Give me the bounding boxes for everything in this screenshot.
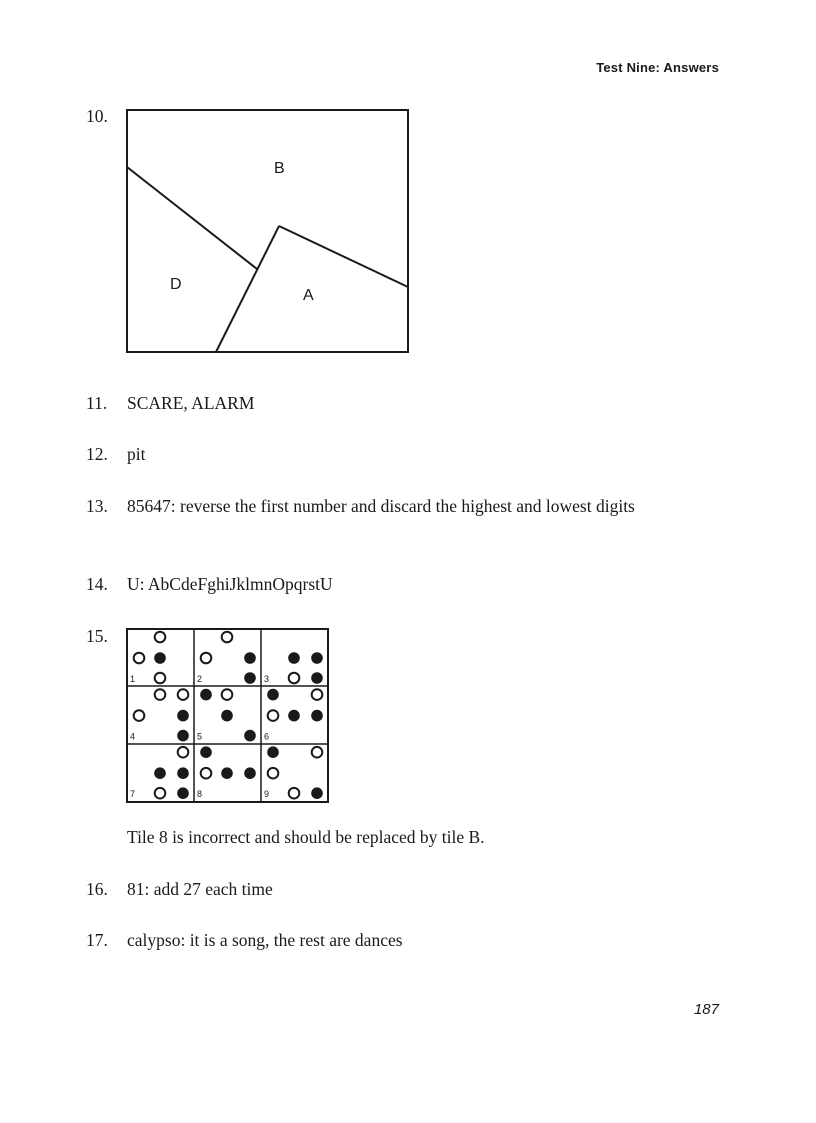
hollow-circle-icon	[155, 788, 166, 799]
question-13-number: 13.	[86, 496, 108, 516]
hollow-circle-icon	[155, 673, 166, 684]
question-10-figure	[126, 109, 410, 354]
tile-number-label: 8	[197, 789, 203, 800]
hollow-circle-icon	[268, 710, 279, 721]
filled-circle-icon	[155, 653, 166, 664]
filled-circle-icon	[155, 768, 166, 779]
filled-circle-icon	[245, 673, 256, 684]
question-15-note: Tile 8 is incorrect and should be replaced by tile B.	[127, 827, 485, 847]
filled-circle-icon	[245, 653, 256, 664]
hollow-circle-icon	[222, 689, 233, 700]
tile-number-label: 1	[130, 674, 136, 684]
figure-border	[127, 110, 408, 352]
filled-circle-icon	[222, 768, 233, 779]
tile-number-label: 7	[130, 789, 136, 800]
hollow-circle-icon	[178, 747, 189, 758]
question-12-number: 12.	[86, 444, 108, 464]
filled-circle-icon	[201, 689, 212, 700]
hollow-circle-icon	[312, 747, 323, 758]
hollow-circle-icon	[201, 653, 212, 664]
tile-number-label: 9	[264, 789, 270, 800]
question-17-number: 17.	[86, 930, 108, 950]
question-15-number: 15.	[86, 626, 108, 646]
filled-circle-icon	[245, 730, 256, 741]
tile-number-label: 5	[197, 731, 203, 742]
filled-circle-icon	[178, 730, 189, 741]
filled-circle-icon	[245, 768, 256, 779]
page-header-title: Test Nine: Answers	[596, 60, 719, 75]
region-label-b: B	[274, 160, 285, 177]
hollow-circle-icon	[201, 768, 212, 779]
hollow-circle-icon	[312, 689, 323, 700]
filled-circle-icon	[289, 653, 300, 664]
region-label-a: A	[303, 287, 314, 304]
hollow-circle-icon	[155, 632, 166, 643]
filled-circle-icon	[312, 788, 323, 799]
page-number: 187	[693, 1001, 719, 1018]
filled-circle-icon	[268, 689, 279, 700]
question-13-answer: 85647: reverse the first number and discard the highest and lowest digits	[127, 496, 635, 516]
hollow-circle-icon	[268, 768, 279, 779]
tile-number-label: 6	[264, 731, 270, 742]
hollow-circle-icon	[155, 689, 166, 700]
tile-number-label: 3	[264, 674, 270, 684]
question-15-tile-grid	[126, 628, 331, 804]
filled-circle-icon	[201, 747, 212, 758]
filled-circle-icon	[312, 673, 323, 684]
filled-circle-icon	[178, 768, 189, 779]
hollow-circle-icon	[134, 710, 145, 721]
region-label-d: D	[170, 276, 182, 293]
hollow-circle-icon	[178, 689, 189, 700]
filled-circle-icon	[312, 710, 323, 721]
question-14-number: 14.	[86, 574, 108, 594]
filled-circle-icon	[178, 788, 189, 799]
filled-circle-icon	[178, 710, 189, 721]
filled-circle-icon	[222, 710, 233, 721]
hollow-circle-icon	[222, 632, 233, 643]
filled-circle-icon	[268, 747, 279, 758]
question-17-answer: calypso: it is a song, the rest are dances	[127, 930, 403, 950]
hollow-circle-icon	[134, 653, 145, 664]
question-14-answer: U: AbCdeFghiJklmnOpqrstU	[127, 574, 333, 594]
tile-number-label: 4	[130, 731, 136, 742]
hollow-circle-icon	[289, 788, 300, 799]
filled-circle-icon	[312, 653, 323, 664]
question-11-answer: SCARE, ALARM	[127, 393, 255, 413]
tile-number-label: 2	[197, 674, 203, 684]
question-16-number: 16.	[86, 879, 108, 899]
question-11-number: 11.	[86, 393, 108, 413]
question-12-answer: pit	[127, 444, 146, 464]
question-16-answer: 81: add 27 each time	[127, 879, 273, 899]
hollow-circle-icon	[289, 673, 300, 684]
question-10-number: 10.	[86, 106, 108, 126]
filled-circle-icon	[289, 710, 300, 721]
